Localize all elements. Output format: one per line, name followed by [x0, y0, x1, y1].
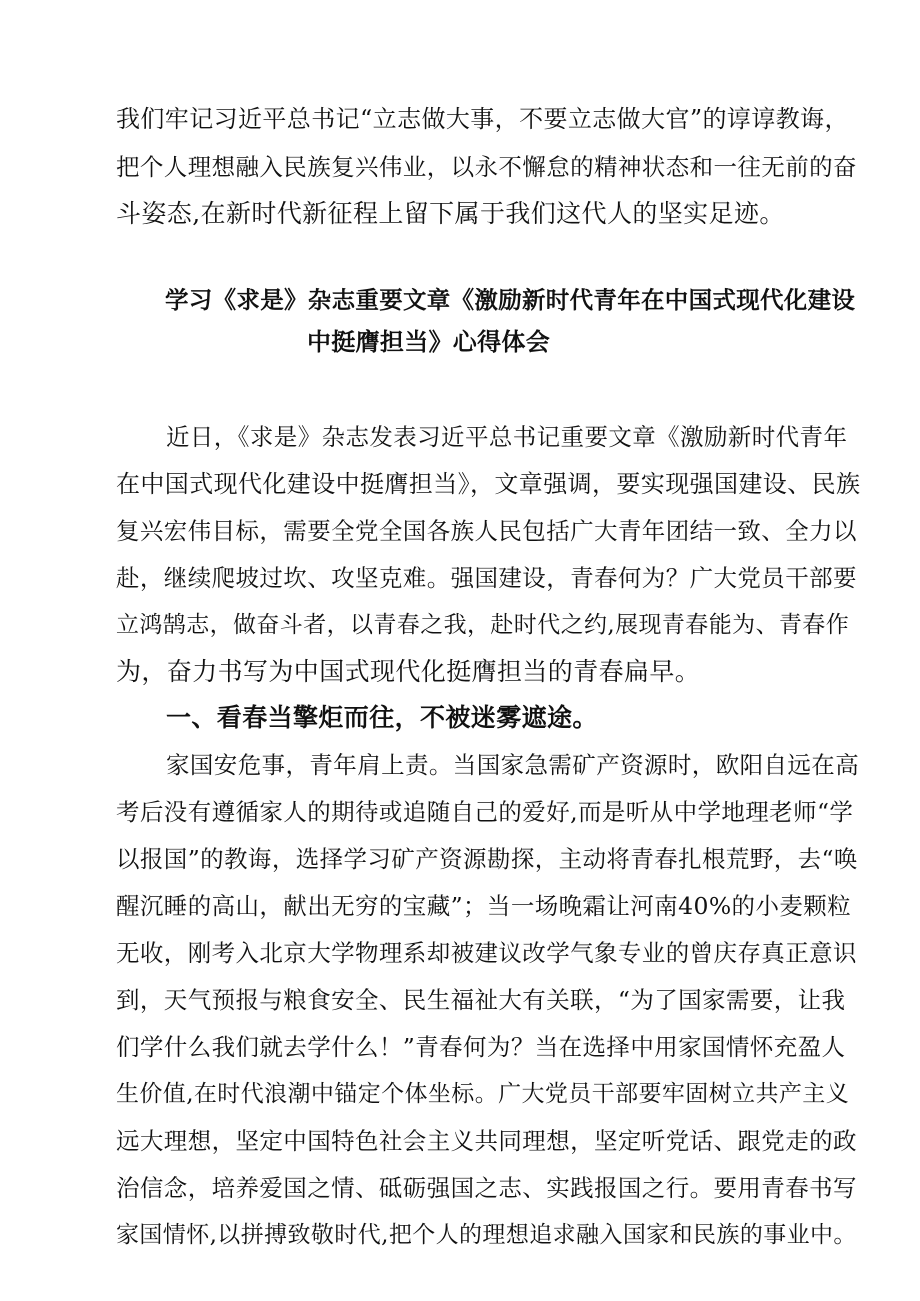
intro-paragraph-line-5: 立鸿鹄志，做奋斗者，以青春之我，赴时代之约,展现青春能为、青春作	[116, 612, 850, 638]
top-paragraph-line-2: 把个人理想融入民族复兴伟业，以永不懈怠的精神状态和一往无前的奋	[116, 153, 857, 181]
section-1-line-9: 远大理想，坚定中国特色社会主义共同理想，坚定听党话、跟党走的政	[116, 1127, 857, 1155]
section-1-line-6: 到，天气预报与粮食安全、民生福祉大有关联，“为了国家需要，让我	[116, 986, 846, 1014]
section-1-line-8: 生价值,在时代浪潮中锚定个体坐标。广大党员干部要牢固树立共产主义	[116, 1081, 850, 1107]
section-1-line-7: 们学什么我们就去学什么！”青春何为？当在选择中用家国情怀充盈人	[116, 1033, 846, 1061]
section-1-line-5: 无收，刚考入北京大学物理系却被建议改学气象专业的曾庆存真正意识	[116, 939, 857, 967]
section-1-line-1: 家国安危事，青年肩上责。当国家急需矿产资源时，欧阳自远在高	[166, 751, 860, 779]
article-title-line-1: 学习《求是》杂志重要文章《激励新时代青年在中国式现代化建设	[165, 286, 856, 314]
intro-paragraph-line-4: 赴，继续爬坡过坎、攻坚克难。强国建设，青春何为？广大党员干部要	[116, 564, 857, 592]
top-paragraph-line-3: 斗姿态,在新时代新征程上留下属于我们这代人的坚实足迹。	[116, 199, 785, 228]
section-1-line-4: 醒沉睡的高山，献出无穷的宝藏”；当一场晚霜让河南40%的小麦颗粒	[116, 892, 852, 920]
intro-paragraph-line-1: 近日，《求是》杂志发表习近平总书记重要文章《激励新时代青年	[166, 423, 848, 451]
article-title-line-2: 中挺膺担当》心得体会	[307, 328, 550, 356]
top-paragraph-line-1: 我们牢记习近平总书记“立志做大事，不要立志做大官”的谆谆教诲，	[116, 105, 849, 133]
section-1-line-11: 家国情怀,以拼搏致敬时代,把个人的理想追求融入国家和民族的事业中。	[116, 1222, 857, 1248]
section-1-line-2: 考后没有遵循家人的期待或追随自己的爱好,而是听从中学地理老师“学	[116, 798, 854, 826]
section-1-line-3: 以报国”的教诲，选择学习矿产资源勘探，主动将青春扎根荒野，去“唤	[116, 845, 858, 873]
section-1-line-10: 治信念，培养爱国之情、砥砺强国之志、实践报国之行。要用青春书写	[116, 1174, 857, 1202]
intro-paragraph-line-3: 复兴宏伟目标，需要全党全国各族人民包括广大青年团结一致、全力以	[116, 517, 857, 545]
section-1-heading: 一、看春当擎炬而往，不被迷雾遮途。	[166, 703, 598, 732]
intro-paragraph-line-2: 在中国式现代化建设中挺膺担当》，文章强调，要实现强国建设、民族	[116, 470, 861, 498]
intro-paragraph-line-6: 为，奋力书写为中国式现代化挺膺担当的青春扁早。	[116, 657, 701, 686]
